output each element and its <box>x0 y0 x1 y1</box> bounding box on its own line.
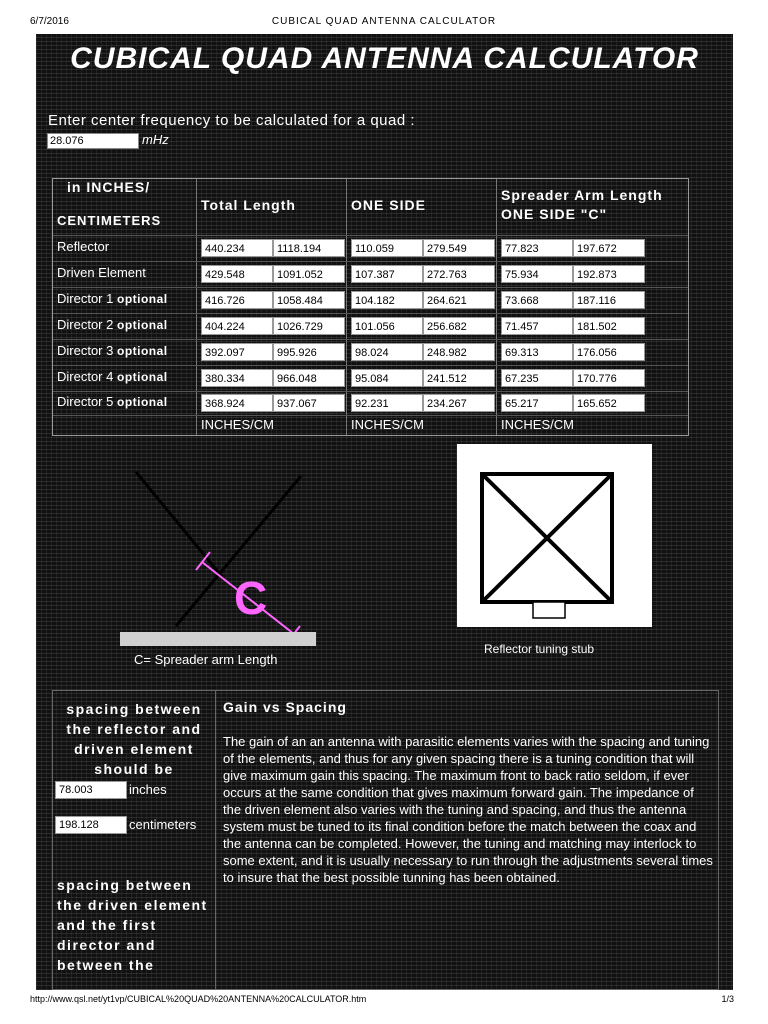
unit-header: in INCHES/ <box>67 179 151 195</box>
column-divider <box>196 179 197 435</box>
driven-total-inches[interactable]: 429.548 <box>201 265 273 283</box>
frequency-unit: mHz <box>142 132 169 147</box>
reflector-spacing-heading: spacing between the reflector and driven element should be <box>66 701 202 777</box>
row-label-director-4: Director 4 optional <box>57 369 168 384</box>
row-label-director-3: Director 3 optional <box>57 343 168 358</box>
director-spacing-heading: spacing between the driven element and the first director and between the <box>57 877 208 973</box>
reflector-side-inches[interactable]: 110.059 <box>351 239 423 257</box>
frequency-prompt: Enter center frequency to be calculated for a quad : <box>48 112 416 129</box>
c-letter: C <box>234 572 268 624</box>
driven-spreader-inches[interactable]: 75.934 <box>501 265 573 283</box>
print-page-number: 1/3 <box>721 994 734 1004</box>
director2-spreader-inches[interactable]: 71.457 <box>501 317 573 335</box>
spacing-table <box>52 690 719 990</box>
row-divider <box>53 235 688 236</box>
director4-side-inches[interactable]: 95.084 <box>351 369 423 387</box>
column-divider <box>496 179 497 435</box>
director2-total-inches[interactable]: 404.224 <box>201 317 273 335</box>
director2-side-cm[interactable]: 256.682 <box>423 317 495 335</box>
director1-spreader-inches[interactable]: 73.668 <box>501 291 573 309</box>
director1-total-inches[interactable]: 416.726 <box>201 291 273 309</box>
director3-total-inches[interactable]: 392.097 <box>201 343 273 361</box>
director4-spreader-inches[interactable]: 67.235 <box>501 369 573 387</box>
reflector-spreader-cm[interactable]: 197.672 <box>573 239 645 257</box>
director4-side-cm[interactable]: 241.512 <box>423 369 495 387</box>
units-label-total: INCHES/CM <box>201 417 274 432</box>
director1-spreader-cm[interactable]: 187.116 <box>573 291 645 309</box>
units-label-side: INCHES/CM <box>351 417 424 432</box>
calculator-page <box>36 34 733 990</box>
gain-description: The gain of an an antenna with parasitic elements varies with the spacing and tuning of the elements, and thus for any given spacing there is a tuning condition that will give maximum gain this spacing. The maximum front to back ratio seldom, if ever occurs at the same condition that gives maximum forward gain. The impedance of the driven element also varies with the tuning and spacing, and thus the antenna system must be tuned to its final condition before the match between the coax and the antenna can be completed. However, the tuning and matching may interlock to some extent, and it is usually necessary to run through the adjustments several times to insure that the best possible tunning has been obtained. <box>223 734 713 885</box>
row-label-director-1: Director 1 optional <box>57 291 168 306</box>
spreader-caption: C= Spreader arm Length <box>134 652 278 667</box>
driven-total-cm[interactable]: 1091.052 <box>273 265 345 283</box>
director5-side-cm[interactable]: 234.267 <box>423 394 495 412</box>
print-header <box>0 16 768 30</box>
print-date: 6/7/2016 <box>30 16 69 27</box>
reflector-quad-icon <box>457 444 652 627</box>
director2-total-cm[interactable]: 1026.729 <box>273 317 345 335</box>
row-divider <box>53 415 688 416</box>
director1-side-cm[interactable]: 264.621 <box>423 291 495 309</box>
director4-total-cm[interactable]: 966.048 <box>273 369 345 387</box>
spreader-header-side: ONE SIDE "C" <box>501 206 608 222</box>
director4-total-inches[interactable]: 380.334 <box>201 369 273 387</box>
spreader-header: Spreader Arm Length <box>501 187 663 203</box>
gain-title: Gain vs Spacing <box>223 699 347 715</box>
units-label-spreader: INCHES/CM <box>501 417 574 432</box>
director3-spreader-inches[interactable]: 69.313 <box>501 343 573 361</box>
row-divider <box>53 365 688 366</box>
row-divider <box>53 261 688 262</box>
print-page-title: CUBICAL QUAD ANTENNA CALCULATOR <box>271 16 497 27</box>
reflector-total-cm[interactable]: 1118.194 <box>273 239 345 257</box>
reflector-total-inches[interactable]: 440.234 <box>201 239 273 257</box>
stub-caption: Reflector tuning stub <box>484 642 595 656</box>
driven-spreader-cm[interactable]: 192.873 <box>573 265 645 283</box>
dimensions-table <box>52 178 689 436</box>
director2-spreader-cm[interactable]: 181.502 <box>573 317 645 335</box>
director5-side-inches[interactable]: 92.231 <box>351 394 423 412</box>
director1-total-cm[interactable]: 1058.484 <box>273 291 345 309</box>
total-length-header: Total Length <box>201 197 296 213</box>
unit-header-cm: CENTIMETERS <box>57 213 162 228</box>
spacing-cm-input[interactable] <box>55 816 127 834</box>
spacing-inches-label: inches <box>129 782 167 797</box>
reflector-side-cm[interactable]: 279.549 <box>423 239 495 257</box>
driven-side-cm[interactable]: 272.763 <box>423 265 495 283</box>
director3-spreader-cm[interactable]: 176.056 <box>573 343 645 361</box>
reflector-stub-diagram <box>457 444 652 627</box>
print-url: http://www.qsl.net/yt1vp/CUBICAL%20QUAD%20ANTENNA%20CALCULATOR.htm <box>30 994 367 1004</box>
director5-spreader-inches[interactable]: 65.217 <box>501 394 573 412</box>
director4-spreader-cm[interactable]: 170.776 <box>573 369 645 387</box>
row-divider <box>53 339 688 340</box>
spacing-inches-input[interactable] <box>55 781 127 799</box>
director3-total-cm[interactable]: 995.926 <box>273 343 345 361</box>
column-divider <box>215 691 216 989</box>
frequency-input[interactable] <box>47 133 139 149</box>
row-divider <box>53 287 688 288</box>
director3-side-cm[interactable]: 248.982 <box>423 343 495 361</box>
page-title: CUBICAL QUAD ANTENNA CALCULATOR <box>70 42 699 75</box>
column-divider <box>346 179 347 435</box>
director3-side-inches[interactable]: 98.024 <box>351 343 423 361</box>
spacing-cm-label: centimeters <box>129 817 197 832</box>
one-side-header: ONE SIDE <box>351 197 426 213</box>
row-label-reflector: Reflector <box>57 239 110 254</box>
row-label-director-2: Director 2 optional <box>57 317 168 332</box>
row-divider <box>53 391 688 392</box>
spreader-arm-diagram <box>106 464 336 654</box>
director1-side-inches[interactable]: 104.182 <box>351 291 423 309</box>
row-divider <box>53 313 688 314</box>
director5-total-inches[interactable]: 368.924 <box>201 394 273 412</box>
director5-total-cm[interactable]: 937.067 <box>273 394 345 412</box>
row-label-driven-element: Driven Element <box>57 265 146 280</box>
row-label-director-5: Director 5 optional <box>57 394 168 409</box>
driven-side-inches[interactable]: 107.387 <box>351 265 423 283</box>
director2-side-inches[interactable]: 101.056 <box>351 317 423 335</box>
director5-spreader-cm[interactable]: 165.652 <box>573 394 645 412</box>
reflector-spreader-inches[interactable]: 77.823 <box>501 239 573 257</box>
